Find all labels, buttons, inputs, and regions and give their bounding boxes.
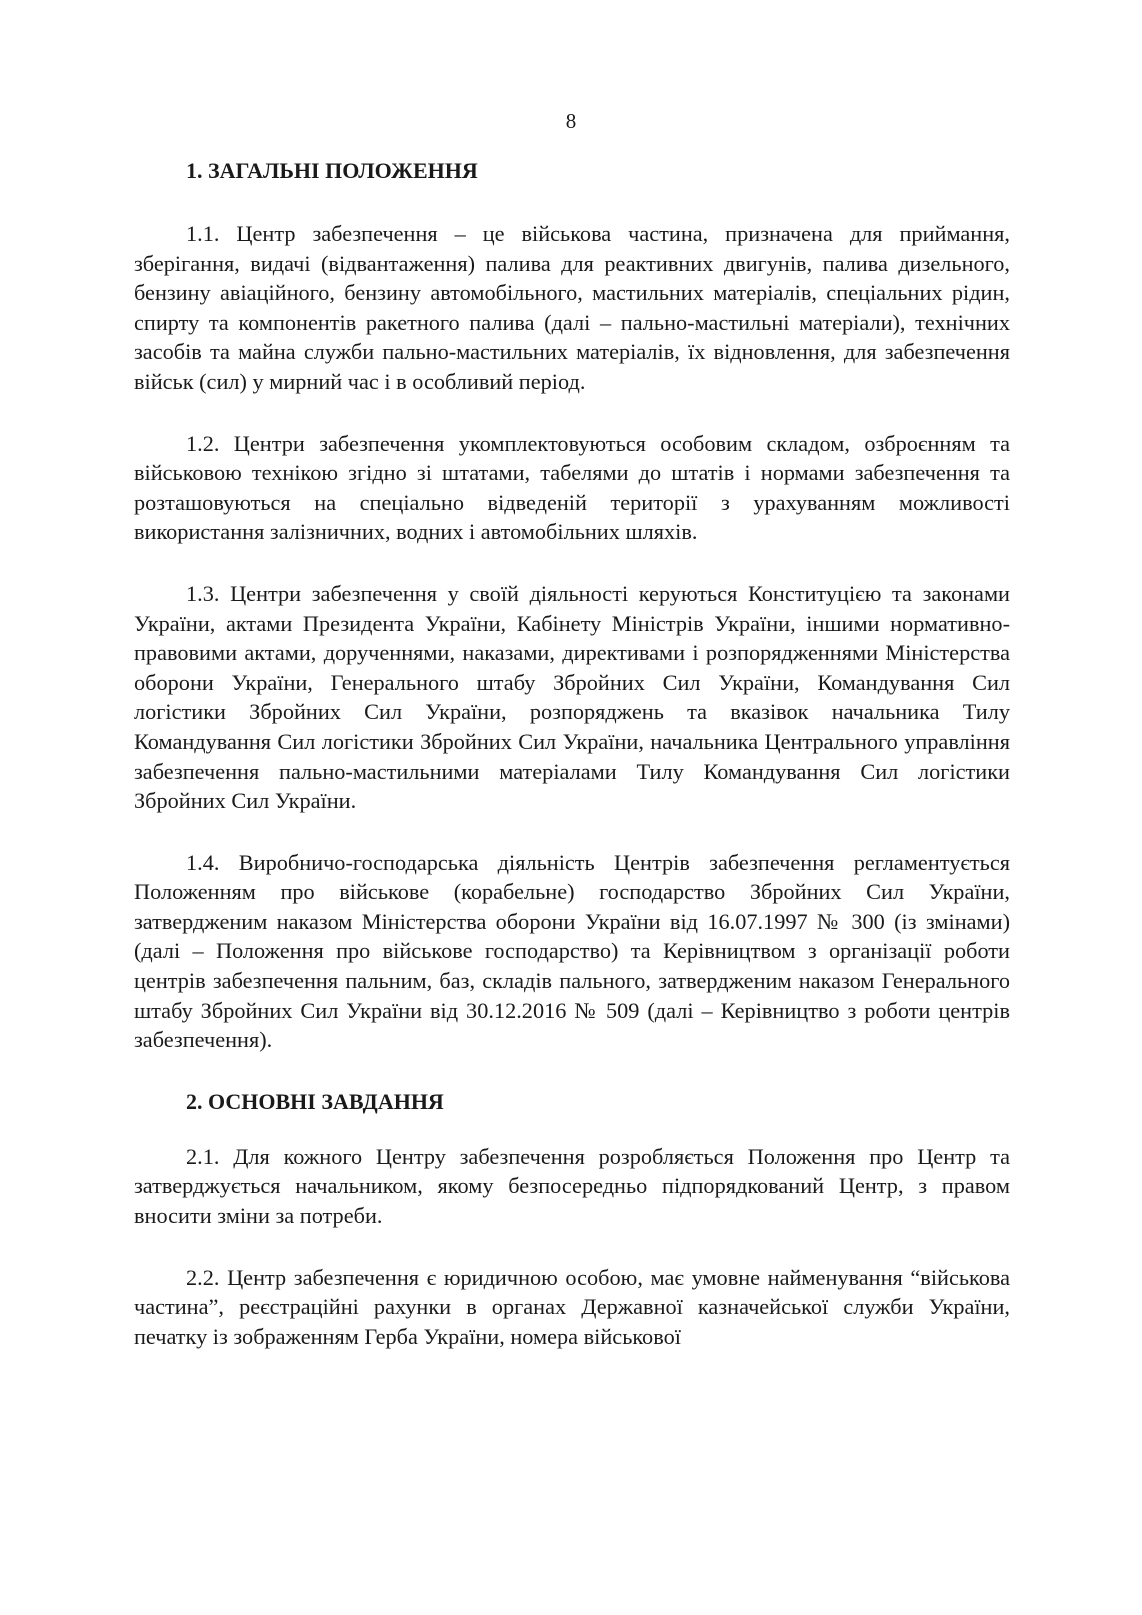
paragraph-1-4: 1.4. Виробничо-господарська діяльність Центрів забезпечення регламентується Положенням про військове (корабельне) господарство Збройних Сил України, затвердженим наказом Міністерства оборони України від 16.07.1997 № 300 (із змінами) (далі – Положення про військове господарство) та Керівництвом з організації роботи центрів забезпечення пальним, баз, складів пального, затвердженим наказом Генерального штабу Збройних Сил України від 30.12.2016 № 509 (далі – Керівництво з роботи центрів забезпечення). (134, 849, 1010, 1053)
paragraph-1-3: 1.3. Центри забезпечення у своїй діяльності керуються Конституцією та законами України, актами Президента України, Кабінету Міністрів України, іншими нормативно-правовими актами, дорученнями, наказами, директивами і розпорядженнями Міністерства оборони України, Генерального штабу Збройних Сил України, Командування Сил логістики Збройних Сил України, розпоряджень та вказівок начальника Тилу Командування Сил логістики Збройних Сил України, начальника Центрального управління забезпечення пально-мастильними матеріалами Тилу Командування Сил логістики Збройних Сил України. (134, 580, 1010, 814)
page-number: 8 (565, 109, 577, 133)
section-heading-general: 1. ЗАГАЛЬНІ ПОЛОЖЕННЯ (186, 158, 478, 183)
paragraph-2-1: 2.1. Для кожного Центру забезпечення розробляється Положення про Центр та затверджується начальником, якому безпосередньо підпорядкований Центр, з правом вносити зміни за потреби. (134, 1143, 1010, 1229)
paragraph-1-2: 1.2. Центри забезпечення укомплектовуються особовим складом, озброєнням та військовою технікою згідно зі штатами, табелями до штатів і нормами забезпечення та розташовуються на спеціально відведеній території з урахуванням можливості використання залізничних, водних і автомобільних шляхів. (134, 430, 1010, 545)
paragraph-1-1: 1.1. Центр забезпечення – це військова частина, призначена для приймання, зберігання, видачі (відвантаження) палива для реактивних двигунів, палива дизельного, бензину авіаційного, бензину автомобільного, мастильних матеріалів, спеціальних рідин, спирту та компонентів ракетного палива (далі – пально-мастильні матеріали), технічних засобів та майна служби пально-мастильних матеріалів, їх відновлення, для забезпечення військ (сил) у мирний час і в особливий період. (134, 221, 1010, 394)
paragraph-2-2: 2.2. Центр забезпечення є юридичною особою, має умовне найменування “військова частина”, реєстраційні рахунки в органах Державної казначейської служби України, печатку із зображенням Герба України, номера військової (134, 1264, 1010, 1349)
document-body (134, 156, 1010, 1351)
section-heading-main-tasks: 2. ОСНОВНІ ЗАВДАННЯ (186, 1088, 444, 1114)
